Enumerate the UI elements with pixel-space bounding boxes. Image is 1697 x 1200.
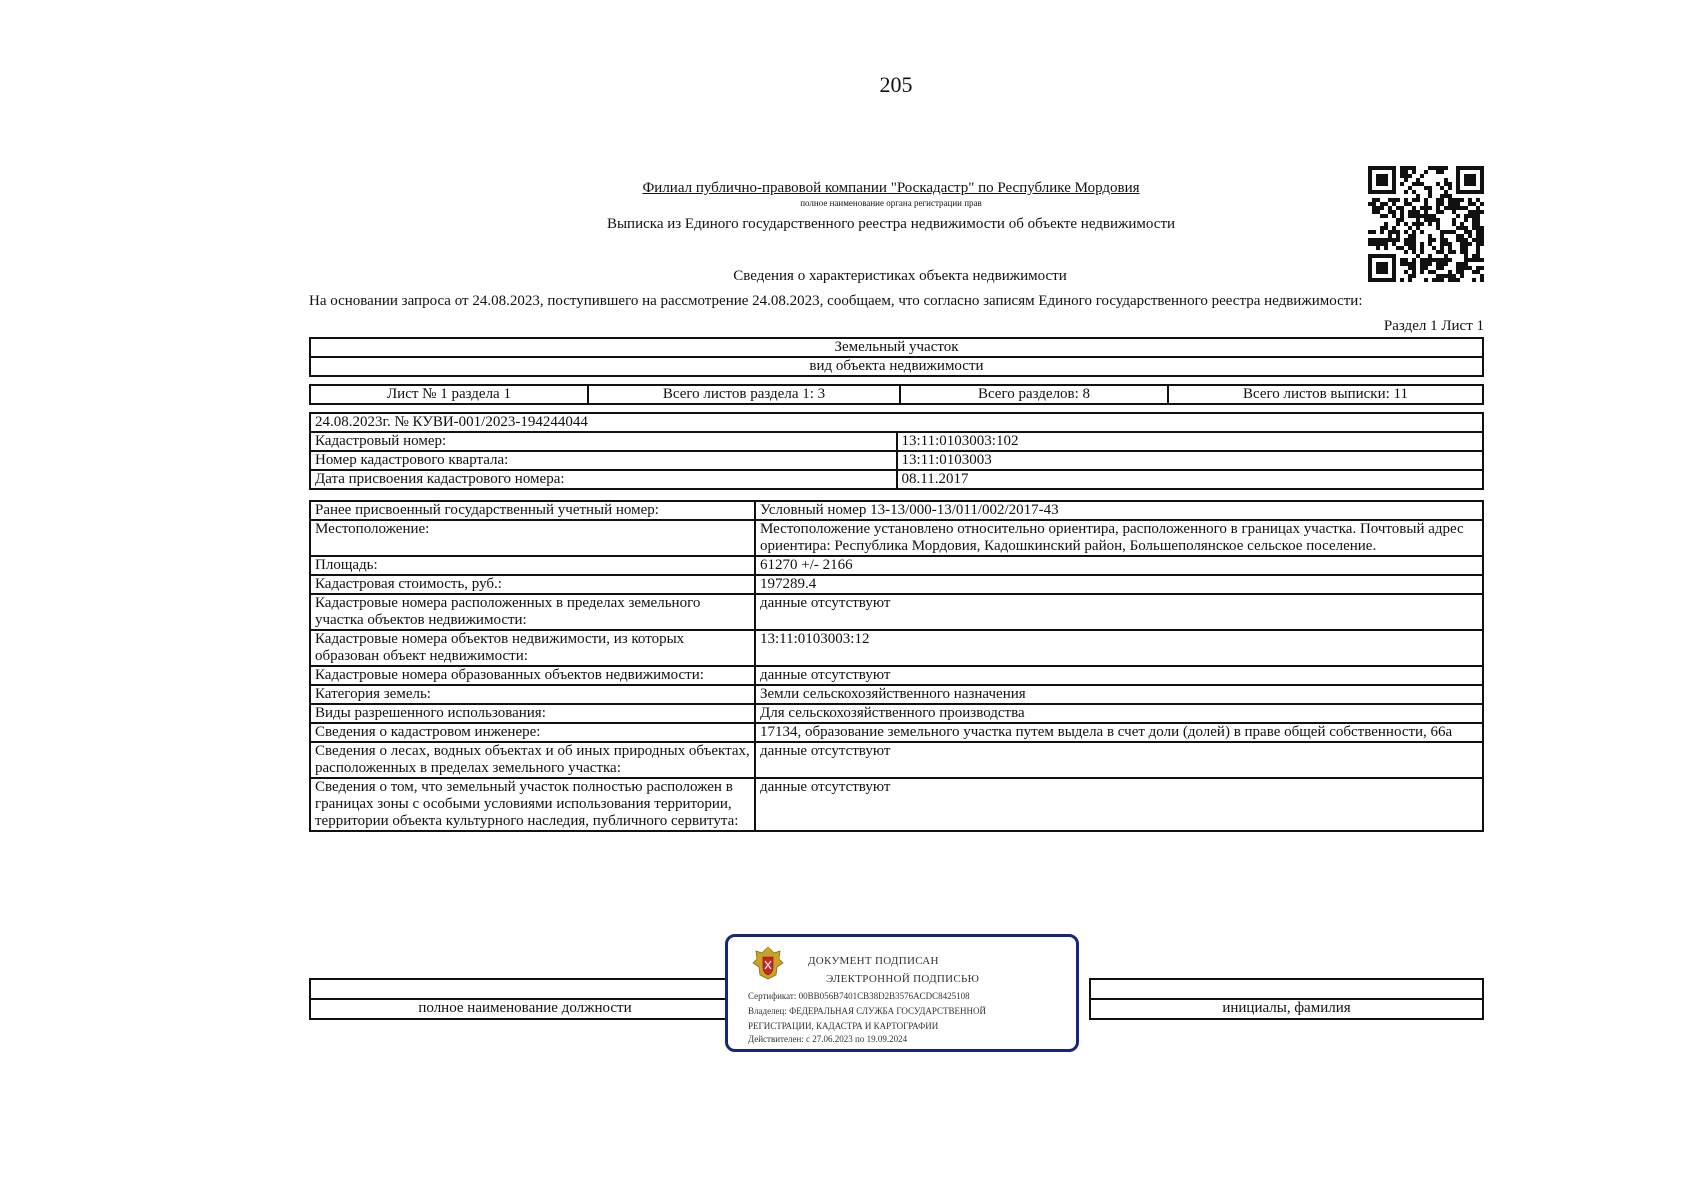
table-row [310, 501, 1483, 520]
row-label: Дата присвоения кадастрового номера: [310, 470, 897, 489]
stamp-owner-2: РЕГИСТРАЦИИ, КАДАСТРА И КАРТОГРАФИИ [748, 1021, 939, 1031]
row-value: Условный номер 13-13/000-13/011/002/2017-43 [755, 501, 1483, 520]
table-row [310, 520, 1483, 556]
section-title: Сведения о характеристиках объекта недвижимости [733, 268, 1067, 284]
coat-of-arms-icon [748, 943, 788, 983]
row-label: Кадастровые номера расположенных в пределах земельного участка объектов недвижимости: [310, 594, 755, 630]
table-row [310, 556, 1483, 575]
extract-title: Выписка из Единого государственного реестра недвижимости об объекте недвижимости [606, 216, 1176, 232]
object-type-table [309, 337, 1484, 377]
table-row [310, 470, 1483, 489]
table-row [310, 723, 1483, 742]
row-label: Сведения о том, что земельный участок полностью расположен в границах зоны с особыми условиями использования территории, территории объекта культурного наследия, публичного сервитута: [310, 778, 755, 831]
row-value: данные отсутствуют [755, 594, 1483, 630]
qr-code-icon [1368, 166, 1484, 282]
row-label: Кадастровые номера объектов недвижимости, из которых образован объект недвижимости: [310, 630, 755, 666]
stamp-owner-1: Владелец: ФЕДЕРАЛЬНАЯ СЛУЖБА ГОСУДАРСТВЕННОЙ [748, 1006, 987, 1016]
stamp-valid: Действителен: с 27.06.2023 по 19.09.2024 [748, 1034, 908, 1044]
table-row [310, 666, 1483, 685]
row-value: данные отсутствуют [755, 778, 1483, 831]
table-row [310, 685, 1483, 704]
row-label: Категория земель: [310, 685, 755, 704]
org-caption: полное наименование органа регистрации прав [800, 198, 982, 208]
row-value: данные отсутствуют [755, 666, 1483, 685]
sheets-table [309, 384, 1484, 405]
name-caption: инициалы, фамилия [1090, 999, 1483, 1019]
row-label: Кадастровый номер: [310, 432, 897, 451]
request-text: На основании запроса от 24.08.2023, поступившего на рассмотрение 24.08.2023, сообщаем, что согласно записям Единого государственного реестра недвижимости: [309, 293, 1363, 309]
table-row [310, 704, 1483, 723]
table-row [310, 451, 1483, 470]
row-label: Площадь: [310, 556, 755, 575]
table-row [310, 594, 1483, 630]
table-row [310, 432, 1483, 451]
details-table [309, 500, 1484, 832]
row-value: данные отсутствуют [755, 742, 1483, 778]
stamp-certificate: Сертификат: 00BB056B7401CB38D2B3576ACDC8425108 [748, 991, 970, 1001]
row-label: Виды разрешенного использования: [310, 704, 755, 723]
row-value: 13:11:0103003:12 [755, 630, 1483, 666]
table-row [310, 742, 1483, 778]
document-header [300, 180, 1482, 233]
record-table [309, 412, 1484, 490]
row-value: Для сельскохозяйственного производства [755, 704, 1483, 723]
position-field [310, 979, 740, 999]
table-row [310, 630, 1483, 666]
total-sheets-section: Всего листов раздела 1: 3 [588, 385, 900, 404]
row-value: Земли сельскохозяйственного назначения [755, 685, 1483, 704]
sheet-label: Раздел 1 Лист 1 [1383, 318, 1484, 334]
row-label: Сведения о лесах, водных объектах и об иных природных объектах, расположенных в пределах земельного участка: [310, 742, 755, 778]
stamp-line-2: ЭЛЕКТРОННОЙ ПОДПИСЬЮ [826, 973, 980, 985]
electronic-signature-stamp [725, 934, 1079, 1052]
row-label: Ранее присвоенный государственный учетный номер: [310, 501, 755, 520]
row-value: 13:11:0103003:102 [897, 432, 1484, 451]
object-type: Земельный участок [310, 338, 1483, 357]
total-sheets-extract: Всего листов выписки: 11 [1168, 385, 1483, 404]
row-value: 61270 +/- 2166 [755, 556, 1483, 575]
row-value: 13:11:0103003 [897, 451, 1484, 470]
stamp-line-1: ДОКУМЕНТ ПОДПИСАН [808, 955, 939, 967]
row-value: Местоположение установлено относительно ориентира, расположенного в границах участка. Почтовый адрес ориентира: Республика Мордовия, Кадошкинский район, Большеполянское сельское поселение. [755, 520, 1483, 556]
table-row [310, 778, 1483, 831]
record-date-number: 24.08.2023г. № КУВИ-001/2023-194244044 [310, 413, 1483, 432]
total-sections: Всего разделов: 8 [900, 385, 1168, 404]
position-caption: полное наименование должности [310, 999, 740, 1019]
row-label: Номер кадастрового квартала: [310, 451, 897, 470]
row-value: 197289.4 [755, 575, 1483, 594]
row-label: Местоположение: [310, 520, 755, 556]
sheet-number: Лист № 1 раздела 1 [310, 385, 588, 404]
object-type-caption: вид объекта недвижимости [310, 357, 1483, 376]
row-label: Сведения о кадастровом инженере: [310, 723, 755, 742]
table-row [310, 575, 1483, 594]
row-label: Кадастровые номера образованных объектов недвижимости: [310, 666, 755, 685]
name-field [1090, 979, 1483, 999]
org-name: Филиал публично-правовой компании "Роскадастр" по Республике Мордовия [642, 180, 1140, 196]
page-number: 205 [879, 72, 913, 97]
row-value: 17134, образование земельного участка путем выдела в счет доли (долей) в праве общей собственности, 66а [755, 723, 1483, 742]
row-value: 08.11.2017 [897, 470, 1484, 489]
row-label: Кадастровая стоимость, руб.: [310, 575, 755, 594]
